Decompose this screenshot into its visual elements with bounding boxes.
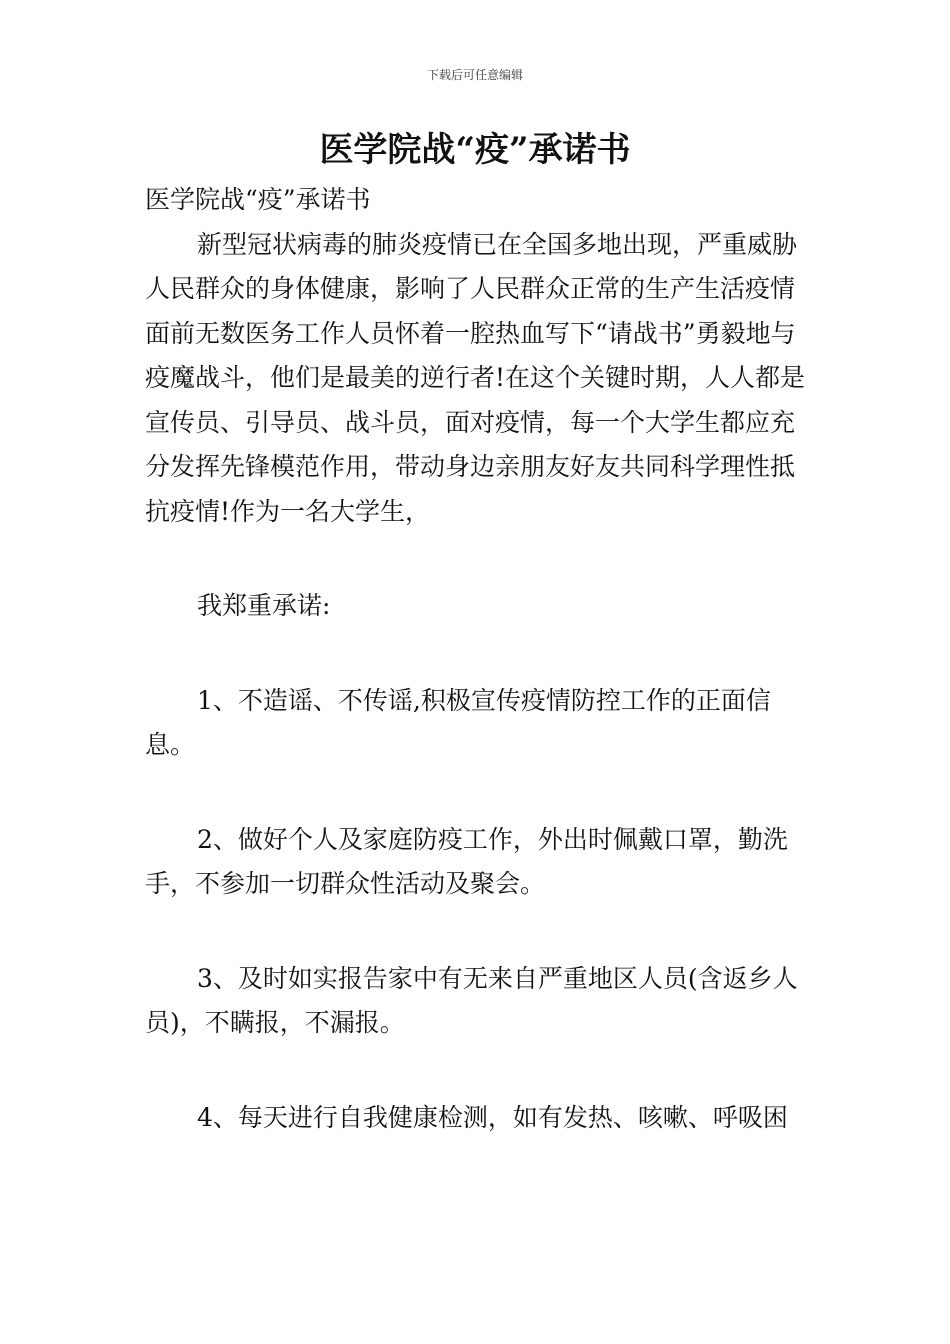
pledge-item-4: 4、每天进行自我健康检测，如有发热、咳嗽、呼吸困 bbox=[197, 1102, 788, 1132]
paragraph-spacer bbox=[145, 907, 810, 957]
document-subtitle: 医学院战“疫”承诺书 bbox=[145, 185, 371, 214]
document-body bbox=[145, 178, 810, 1140]
pledge-item-1: 1、不造谣、不传谣,积极宣传疫情防控工作的正面信息。 bbox=[145, 685, 771, 759]
intro-paragraph: 新型冠状病毒的肺炎疫情已在全国多地出现，严重威胁人民群众的身体健康，影响了人民群众正常的生产生活疫情面前无数医务工作人员怀着一腔热血写下“请战书”勇毅地与疫魔战斗，他们是最美的逆行者!在这个关键时期，人人都是宣传员、引导员、战斗员，面对疫情，每一个大学生都应充分发挥先锋模范作用，带动身边亲朋友好友共同科学理性抵抗疫情!作为一名大学生， bbox=[145, 229, 806, 526]
paragraph-spacer bbox=[145, 534, 810, 584]
document-title: 医学院战“疫”承诺书 bbox=[319, 130, 631, 170]
pledge-item-3: 3、及时如实报告家中有无来自严重地区人员(含返乡人员)，不瞒报，不漏报。 bbox=[145, 963, 798, 1037]
paragraph-spacer bbox=[145, 1046, 810, 1096]
pledge-item-2: 2、做好个人及家庭防疫工作，外出时佩戴口罩，勤洗手，不参加一切群众性活动及聚会。 bbox=[145, 824, 788, 898]
header-note: 下载后可任意编辑 bbox=[426, 68, 523, 82]
paragraph-spacer bbox=[145, 629, 810, 679]
paragraph-spacer bbox=[145, 768, 810, 818]
pledge-heading: 我郑重承诺: bbox=[197, 591, 331, 620]
